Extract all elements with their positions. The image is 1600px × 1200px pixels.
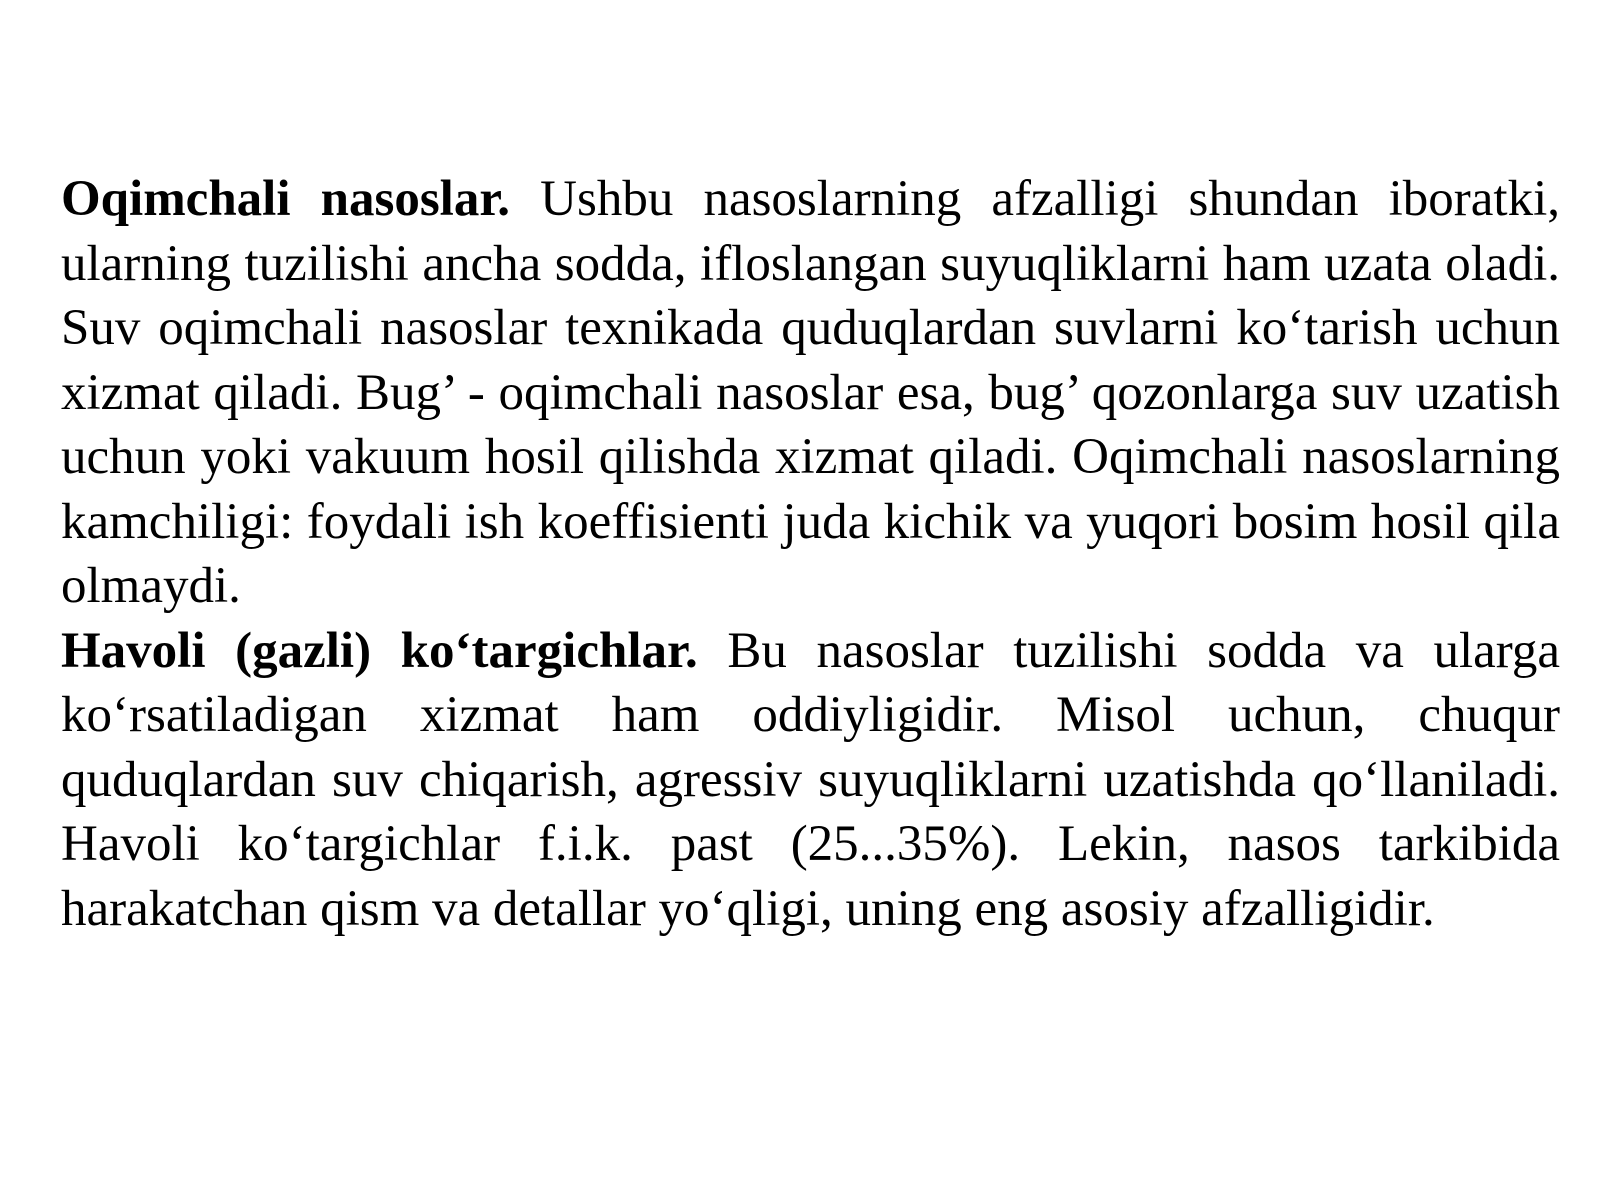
paragraph-text-jet-pumps: Ushbu nasoslarning afzalligi shundan iboratki, ularning tuzilishi ancha sodda, ifloslangan suyuqliklarni ham uzata oladi. Suv oqimchali nasoslar texnikada quduqlardan suvlarni ko‘tarish uchun xizmat qiladi. Bug’ - oqimchali nasoslar esa, bug’ qozonlarga suv uzatish uchun yoki vakuum hosil qilishda xizmat qiladi. Oqimchali nasoslarning kamchiligi: foydali ish koeffisienti juda kichik va yuqori bosim hosil qila olmaydi. — [61, 171, 1560, 614]
text-body — [61, 167, 1560, 941]
paragraph-heading-jet-pumps: Oqimchali nasoslar. — [61, 171, 511, 227]
paragraph-text-air-lifts: Bu nasoslar tuzilishi sodda va ularga ko‘rsatiladigan xizmat ham oddiyligidir. Misol uchun, chuqur quduqlardan suv chiqarish, agressiv suyuqliklarni uzatishda qo‘llaniladi. Havoli ko‘targichlar f.i.k. past (25...35%). Lekin, nasos tarkibida harakatchan qism va detallar yo‘qligi, uning eng asosiy afzalligidir. — [61, 622, 1561, 937]
paragraph-air-lifts — [61, 619, 1560, 942]
paragraph-heading-air-lifts: Havoli (gazli) ko‘targichlar. — [61, 622, 698, 679]
paragraph-jet-pumps — [61, 167, 1560, 619]
